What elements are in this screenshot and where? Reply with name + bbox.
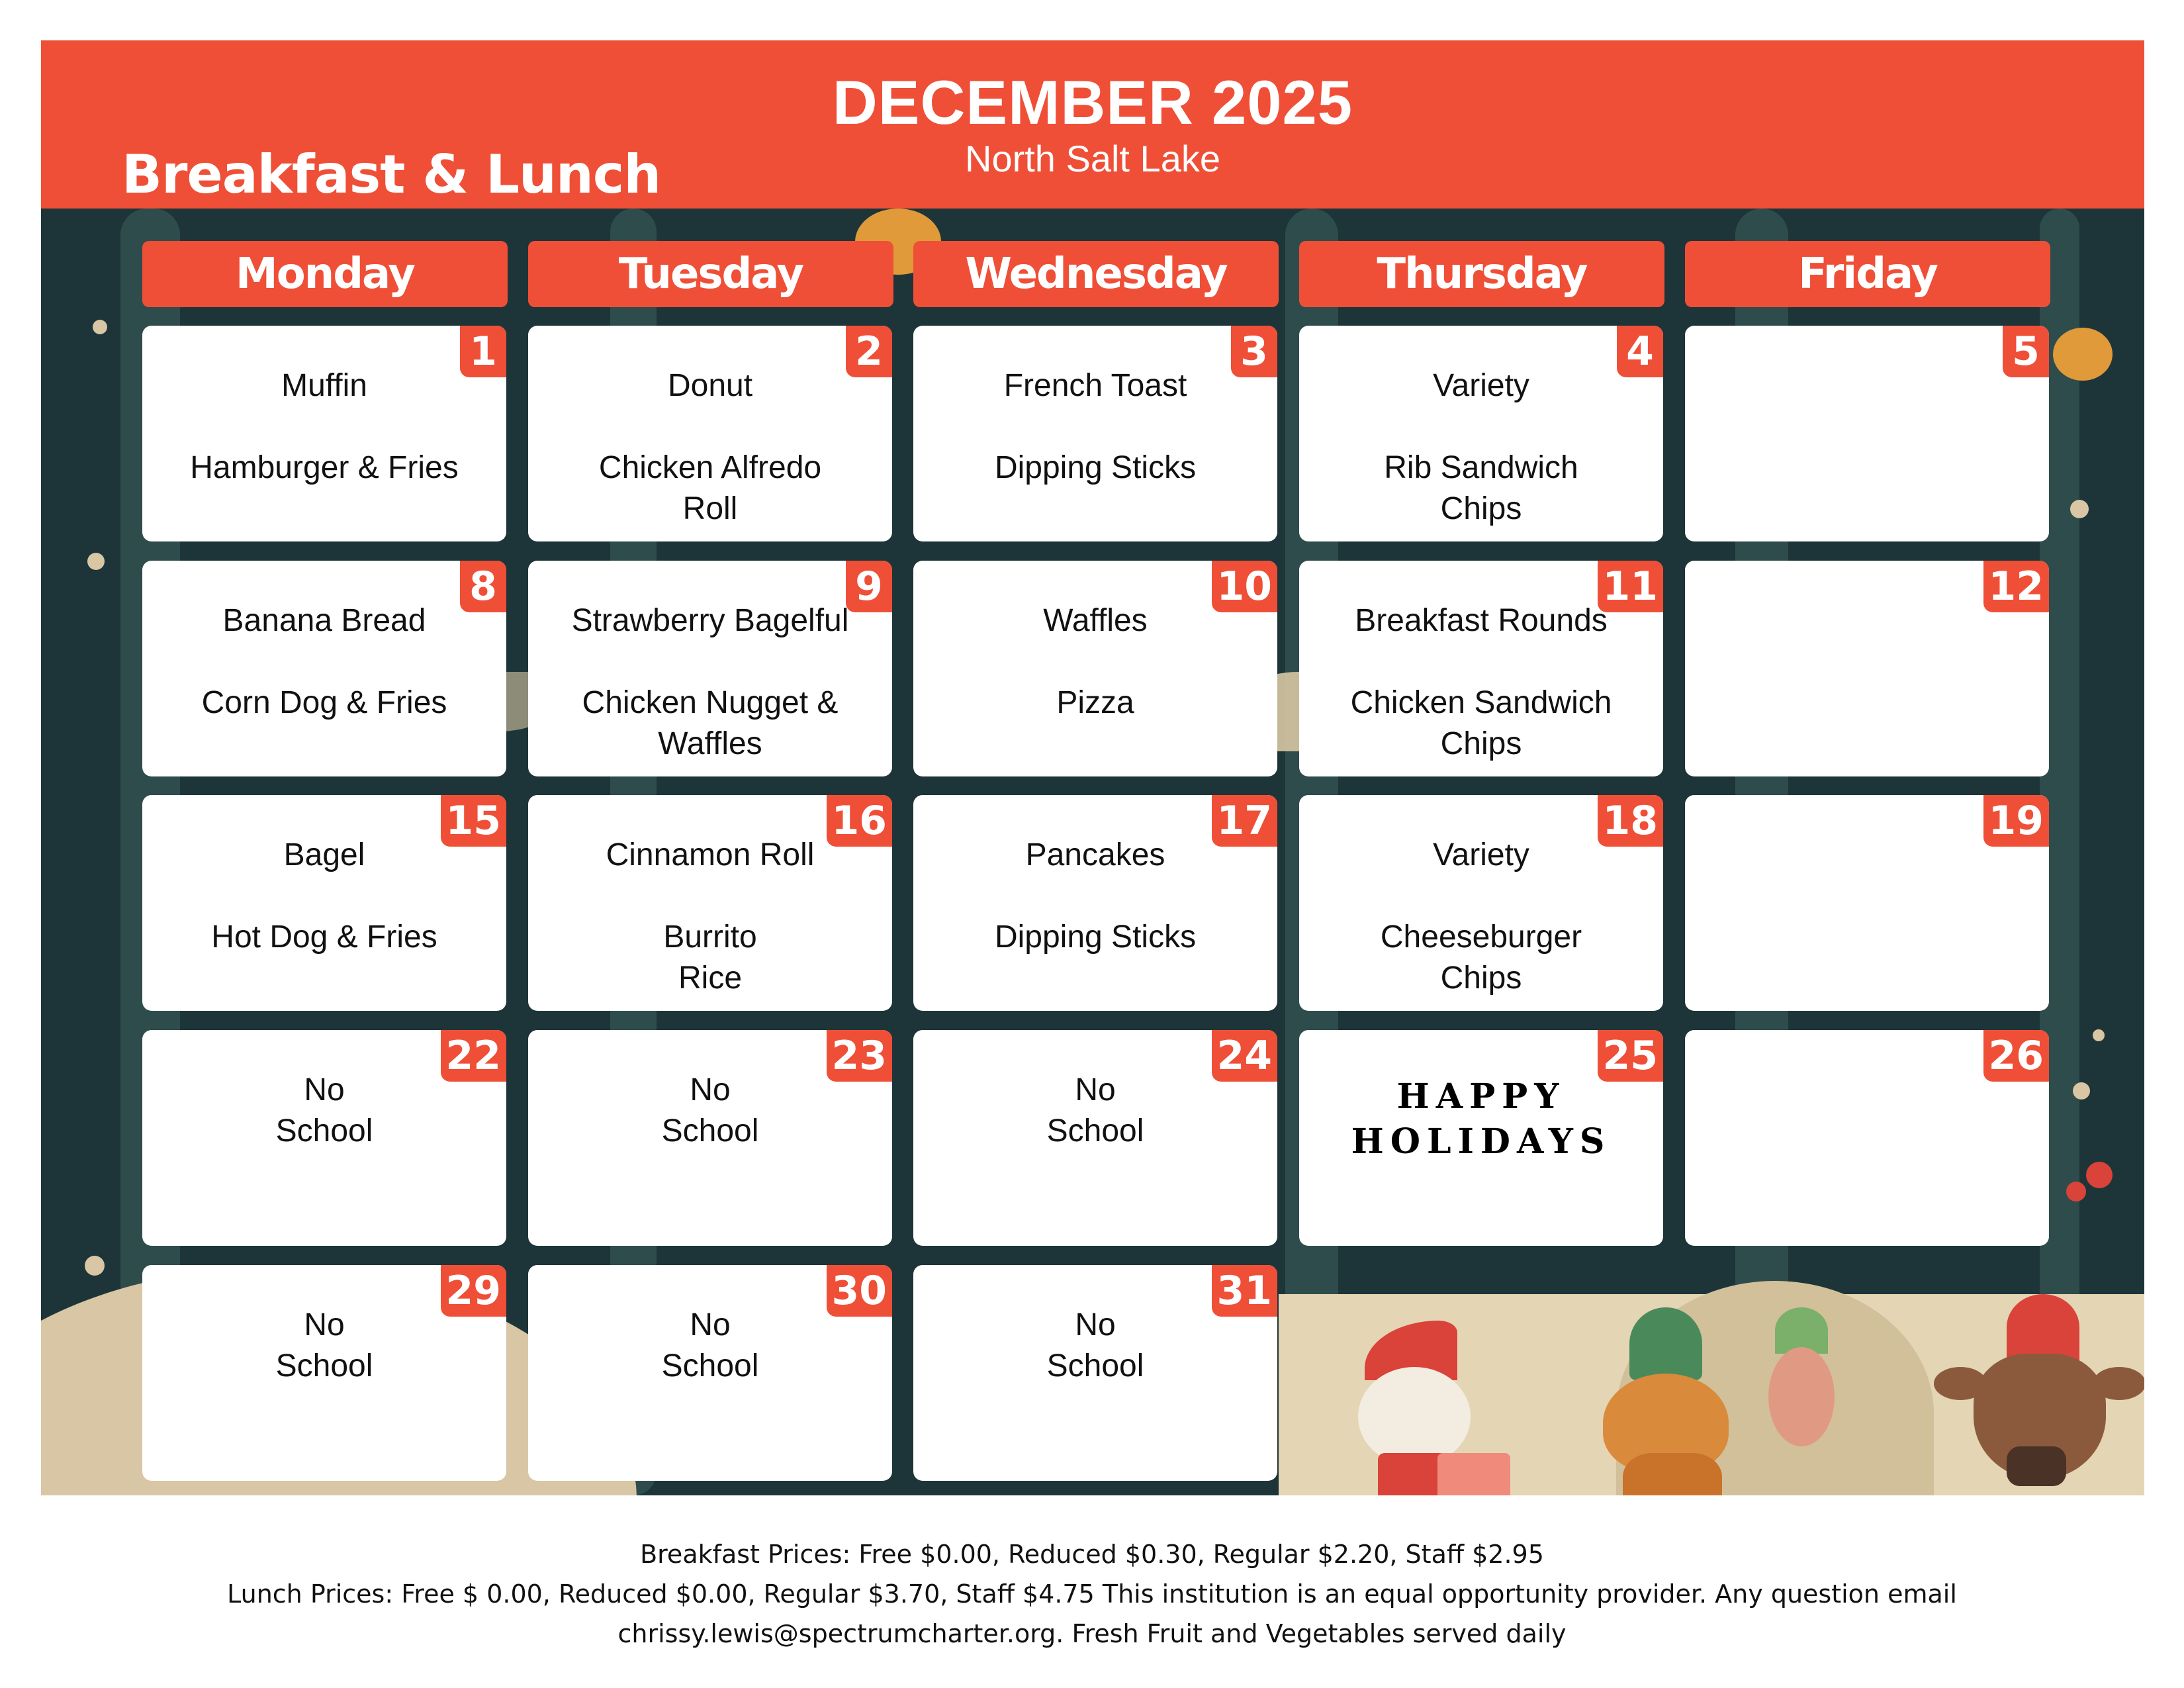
day-cell [1685, 326, 2049, 541]
date-badge: 9 [846, 561, 892, 612]
menu-line: Rib Sandwich [1384, 450, 1578, 485]
day-cell [528, 561, 892, 776]
menu-line: School [661, 1348, 759, 1383]
menu-line: School [275, 1113, 373, 1149]
day-cell [913, 795, 1277, 1011]
menu-line: Chips [1440, 961, 1522, 996]
school-name: North Salt Lake [965, 138, 1220, 179]
day-cell [913, 1265, 1277, 1481]
menu-line: No [304, 1307, 345, 1342]
menu-line: Corn Dog & Fries [201, 685, 447, 720]
lunch-prices: Lunch Prices: Free $ 0.00, Reduced $0.00, Regular $3.70, Staff $4.75 This institution is an equal opportunity provider. Any question email [227, 1579, 1957, 1609]
menu-line: Variety [1433, 837, 1529, 872]
day-cell [1299, 326, 1663, 541]
day-cell [142, 795, 506, 1011]
owl-illustration [1762, 1307, 1841, 1453]
date-badge: 3 [1231, 326, 1277, 377]
day-cell [528, 1030, 892, 1246]
month-title: DECEMBER 2025 [832, 68, 1353, 137]
date-badge: 19 [1983, 795, 2050, 847]
menu-line: Variety [1433, 368, 1529, 403]
menu-line: School [275, 1348, 373, 1383]
menu-line: Banana Bread [222, 603, 426, 638]
day-cell [142, 561, 506, 776]
date-badge: 23 [827, 1030, 893, 1082]
date-badge: 31 [1212, 1265, 1278, 1317]
date-badge: 26 [1983, 1030, 2050, 1082]
menu-line: Waffles [658, 726, 762, 761]
calendar-header [41, 40, 2144, 209]
menu-line: Burrito [663, 919, 757, 955]
reindeer-illustration [1934, 1294, 2132, 1495]
date-badge: 4 [1617, 326, 1663, 377]
menu-line: No [1075, 1307, 1116, 1342]
weekday-header-tuesday: Tuesday [528, 241, 893, 307]
day-cell [1685, 1030, 2049, 1246]
date-badge: 2 [846, 326, 892, 377]
menu-line: Chicken Alfredo [598, 450, 822, 485]
day-cell [1685, 561, 2049, 776]
menu-line: Roll [682, 491, 738, 526]
date-badge: 17 [1212, 795, 1278, 847]
breakfast-prices: Breakfast Prices: Free $0.00, Reduced $0.30, Regular $2.20, Staff $2.95 [640, 1540, 1544, 1569]
day-cell [1685, 795, 2049, 1011]
holiday-greeting: HAPPY [1396, 1076, 1566, 1117]
day-cell [913, 561, 1277, 776]
menu-line: Waffles [1043, 603, 1148, 638]
contact-info: chrissy.lewis@spectrumcharter.org. Fresh Fruit and Vegetables served daily [617, 1619, 1567, 1648]
day-cell [1299, 561, 1663, 776]
day-cell [142, 326, 506, 541]
menu-line: No [1075, 1072, 1116, 1107]
date-badge: 18 [1598, 795, 1664, 847]
date-badge: 11 [1598, 561, 1664, 612]
day-cell [142, 1030, 506, 1246]
date-badge: 1 [460, 326, 506, 377]
menu-line: No [304, 1072, 345, 1107]
day-cell [528, 1265, 892, 1481]
menu-line: Cinnamon Roll [606, 837, 815, 872]
menu-line: Hamburger & Fries [190, 450, 459, 485]
menu-line: Chicken Sandwich [1350, 685, 1612, 720]
date-badge: 16 [827, 795, 893, 847]
date-badge: 22 [441, 1030, 507, 1082]
date-badge: 24 [1212, 1030, 1278, 1082]
menu-line: Breakfast Rounds [1355, 603, 1608, 638]
date-badge: 8 [460, 561, 506, 612]
day-cell [528, 795, 892, 1011]
footer [0, 1534, 2184, 1654]
weekday-header-thursday: Thursday [1299, 241, 1664, 307]
fox-illustration [1590, 1307, 1762, 1495]
menu-line: Pancakes [1025, 837, 1165, 872]
weekday-header-wednesday: Wednesday [913, 241, 1279, 307]
holiday-greeting: HOLIDAYS [1351, 1121, 1612, 1162]
date-badge: 29 [441, 1265, 507, 1317]
menu-line: Dipping Sticks [994, 919, 1197, 955]
menu-line: Muffin [281, 368, 367, 403]
menu-line: No [690, 1307, 731, 1342]
weekday-header-friday: Friday [1685, 241, 2050, 307]
menu-line: School [1046, 1348, 1144, 1383]
menu-line: Donut [667, 368, 753, 403]
menu-line: School [661, 1113, 759, 1149]
day-cell [1299, 1030, 1663, 1246]
menu-line: Dipping Sticks [994, 450, 1197, 485]
menu-line: Pizza [1056, 685, 1134, 720]
menu-line: Cheeseburger [1380, 919, 1582, 955]
menu-line: Chips [1440, 726, 1522, 761]
day-cell [913, 326, 1277, 541]
day-cell [913, 1030, 1277, 1246]
menu-line: No [690, 1072, 731, 1107]
calendar-frame [41, 40, 2144, 1495]
menu-line: School [1046, 1113, 1144, 1149]
date-badge: 12 [1983, 561, 2050, 612]
day-cell [1299, 795, 1663, 1011]
menu-line: Hot Dog & Fries [211, 919, 437, 955]
menu-line: Strawberry Bagelful [571, 603, 849, 638]
date-badge: 5 [2003, 326, 2049, 377]
date-badge: 25 [1598, 1030, 1664, 1082]
page-subtitle: Breakfast & Lunch [122, 144, 661, 205]
day-cell [142, 1265, 506, 1481]
date-badge: 15 [441, 795, 507, 847]
weekday-header-monday: Monday [142, 241, 508, 307]
date-badge: 10 [1212, 561, 1278, 612]
menu-line: Rice [678, 961, 743, 996]
day-cell [528, 326, 892, 541]
menu-line: French Toast [1003, 368, 1187, 403]
menu-line: Bagel [283, 837, 365, 872]
santa-illustration [1338, 1321, 1504, 1495]
menu-line: Chicken Nugget & [582, 685, 839, 720]
menu-line: Chips [1440, 491, 1522, 526]
date-badge: 30 [827, 1265, 893, 1317]
